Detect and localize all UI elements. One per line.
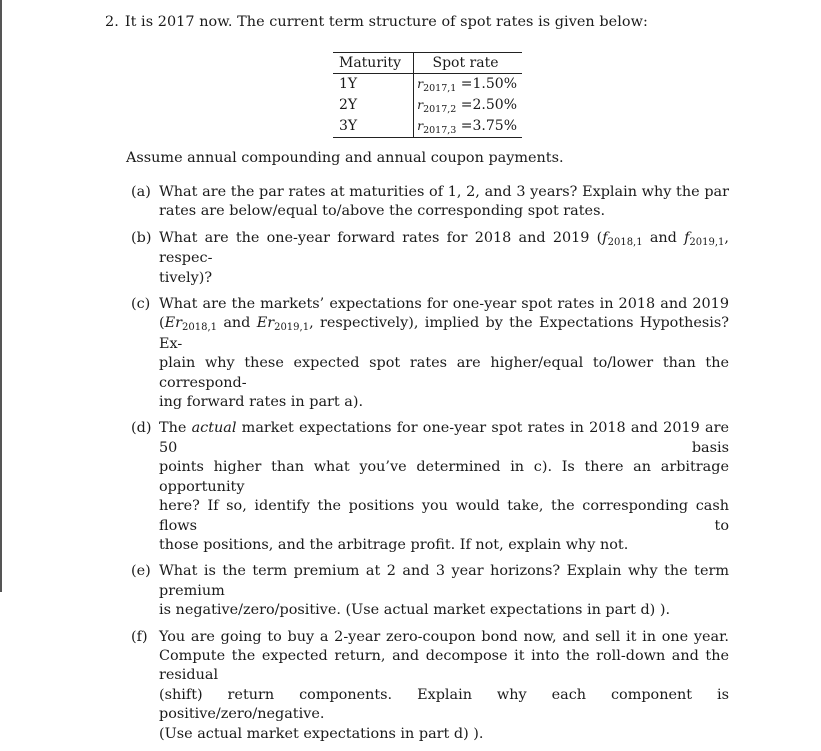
- rate-symbol: r: [417, 97, 424, 112]
- part-c: [131, 295, 729, 412]
- part-text-line: You are going to buy a 2-year zero-coupon bond now, and sell it in one year.: [159, 628, 729, 645]
- table-header-row: [333, 53, 522, 74]
- part-text-line: here? If so, identify the positions you would take, the corresponding cash flows to: [159, 498, 729, 534]
- part-text-line: [159, 314, 729, 354]
- header-maturity: Maturity: [333, 53, 414, 74]
- text-span: market expectations for one-year spot rates in 2018 and 2019 are 50 basis: [159, 420, 729, 456]
- emphasis-text: actual: [191, 420, 237, 437]
- spot-rate-table: [333, 52, 522, 138]
- question-heading: [105, 14, 648, 30]
- part-label: (d): [131, 420, 152, 437]
- header-spot-rate: Spot rate: [414, 53, 523, 74]
- part-text-line: is negative/zero/positive. (Use actual market expectations in part d) ).: [159, 602, 671, 619]
- rate-symbol: r: [417, 118, 424, 133]
- forward-rate-symbol: f: [684, 229, 690, 246]
- forward-rate-subscript: 2019,1: [689, 236, 725, 248]
- part-label: (e): [131, 563, 151, 580]
- part-text-line: Compute the expected return, and decompose it into the roll-down and the residual: [159, 647, 729, 684]
- part-text-line: plain why these expected spot rates are higher/equal to/lower than the correspond-: [159, 355, 729, 391]
- expected-rate-symbol: Er: [256, 315, 275, 332]
- spot-rate-cell: [414, 95, 523, 116]
- maturity-cell: 3Y: [333, 116, 414, 138]
- part-a: [131, 183, 729, 222]
- spot-rate-cell: [414, 116, 523, 138]
- part-label: (b): [131, 229, 152, 246]
- part-text-line: [159, 229, 729, 269]
- rate-subscript: 2017,2: [423, 104, 457, 115]
- rate-value: =2.50%: [456, 97, 517, 113]
- text-span: , respec-: [159, 229, 729, 267]
- rate-symbol: r: [417, 76, 424, 91]
- part-text-line: What is the term premium at 2 and 3 year horizons? Explain why the term premium: [159, 563, 729, 599]
- forward-rate-symbol: f: [602, 229, 608, 246]
- maturity-cell: 1Y: [333, 74, 414, 96]
- part-text-line: rates are below/equal to/above the corresponding spot rates.: [159, 203, 606, 220]
- part-f: [131, 628, 729, 744]
- table-row: [333, 74, 522, 96]
- rate-value: =3.75%: [456, 118, 517, 134]
- part-label: (c): [131, 296, 151, 313]
- part-text-line: points higher than what you’ve determined in c). Is there an arbitrage opportunity: [159, 459, 729, 495]
- text-span: The: [159, 420, 192, 437]
- text-span: and: [217, 315, 257, 332]
- expected-rate-subscript: 2018,1: [182, 322, 218, 334]
- table-row: [333, 116, 522, 138]
- rate-value: =1.50%: [456, 76, 517, 92]
- maturity-cell: 2Y: [333, 95, 414, 116]
- expected-rate-symbol: Er: [164, 315, 183, 332]
- part-text-line: tively)?: [159, 269, 213, 286]
- forward-rate-subscript: 2018,1: [607, 236, 643, 248]
- part-text-line: [159, 419, 729, 458]
- table-row: [333, 95, 522, 116]
- rate-subscript: 2017,3: [423, 125, 457, 136]
- question-number: 2.: [105, 14, 119, 30]
- spot-rate-cell: [414, 74, 523, 96]
- text-span: What are the one-year forward rates for 2018 and 2019 (: [159, 229, 603, 246]
- part-b: [131, 229, 729, 288]
- question-intro: It is 2017 now. The current term structure of spot rates is given below:: [124, 14, 648, 30]
- part-label: (f): [131, 628, 148, 645]
- expected-rate-subscript: 2019,1: [274, 322, 310, 334]
- part-text-line: (shift) return components. Explain why each component is positive/zero/negative.: [159, 686, 729, 723]
- part-d: [131, 419, 729, 555]
- rate-subscript: 2017,1: [423, 83, 457, 94]
- part-text-line: those positions, and the arbitrage profit. If not, explain why not.: [159, 536, 629, 553]
- question-parts: [131, 183, 729, 751]
- part-text-line: ing forward rates in part a).: [159, 394, 364, 411]
- part-text-line: What are the markets’ expectations for one-year spot rates in 2018 and 2019: [159, 296, 729, 313]
- part-text-line: What are the par rates at maturities of 1, 2, and 3 years? Explain why the par: [159, 184, 729, 200]
- text-span: , respectively), implied by the Expectations Hypothesis? Ex-: [159, 315, 729, 352]
- text-span: (: [159, 315, 165, 332]
- assumption-text: Assume annual compounding and annual coupon payments.: [126, 150, 564, 166]
- part-text-line: (Use actual market expectations in part d) ).: [159, 725, 484, 742]
- part-label: (a): [131, 184, 151, 200]
- part-e: [131, 562, 729, 620]
- text-span: and: [642, 229, 685, 246]
